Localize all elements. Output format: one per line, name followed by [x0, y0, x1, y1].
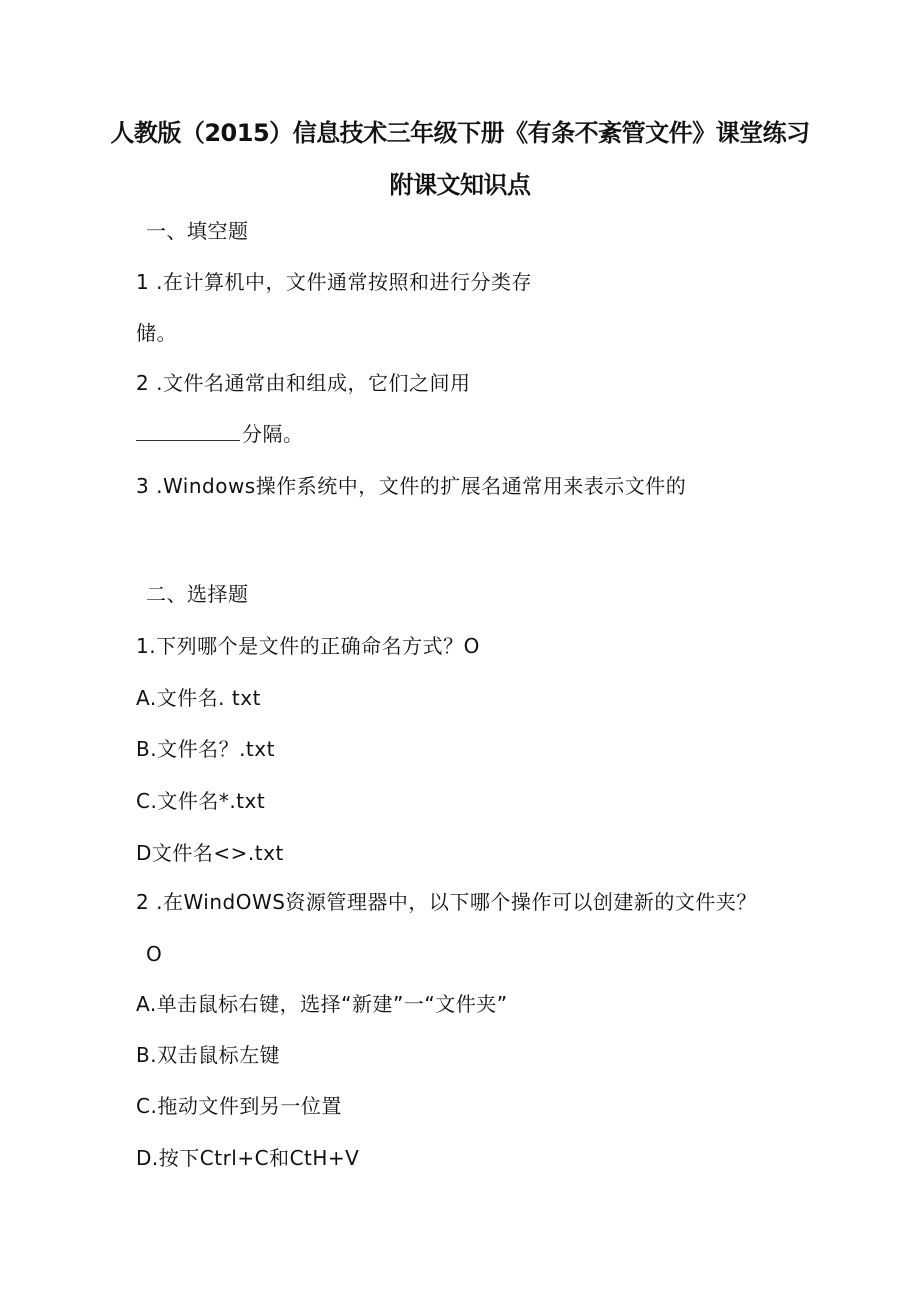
fill-question-2-suffix: 分隔。 [242, 422, 304, 446]
choice-question-1-option-b: B.文件名？.txt [136, 737, 275, 761]
fill-question-1-line-2: 储。 [136, 321, 177, 345]
document-title: 人教版（2015）信息技术三年级下册《有条不紊管文件》课堂练习 [110, 119, 810, 147]
choice-question-2-stem-line-1: 2 .在WindOWS资源管理器中，以下哪个操作可以创建新的文件夹？ [136, 890, 757, 914]
document-subtitle: 附课文知识点 [389, 171, 531, 199]
fill-question-1-line-1: 1 .在计算机中，文件通常按照和进行分类存 [136, 270, 532, 294]
fill-question-2-line-2 [136, 421, 304, 447]
choice-question-2-option-c: C.拖动文件到另一位置 [136, 1094, 342, 1118]
choice-question-2-option-d: D.按下Ctrl+C和CtH+V [136, 1146, 360, 1170]
fill-question-3-line-1: 3 .Windows操作系统中，文件的扩展名通常用来表示文件的 [136, 474, 687, 498]
answer-blank[interactable] [136, 422, 240, 441]
choice-question-2-option-a: A.单击鼠标右键，选择“新建”一“文件夹” [136, 992, 508, 1016]
choice-question-1-option-a: A.文件名. txt [136, 686, 261, 710]
choice-question-1-option-c: C.文件名*.txt [136, 789, 266, 813]
choice-question-2-stem-line-2: O [146, 942, 163, 966]
choice-question-1-option-d: D文件名<>.txt [136, 841, 284, 865]
fill-question-2-line-1: 2 .文件名通常由和组成，它们之间用 [136, 371, 471, 395]
section-heading-fill-in: 一、填空题 [146, 219, 249, 243]
section-heading-multiple-choice: 二、选择题 [146, 582, 249, 606]
choice-question-2-option-b: B.双击鼠标左键 [136, 1043, 281, 1067]
choice-question-1-stem: 1.下列哪个是文件的正确命名方式？O [136, 634, 480, 658]
